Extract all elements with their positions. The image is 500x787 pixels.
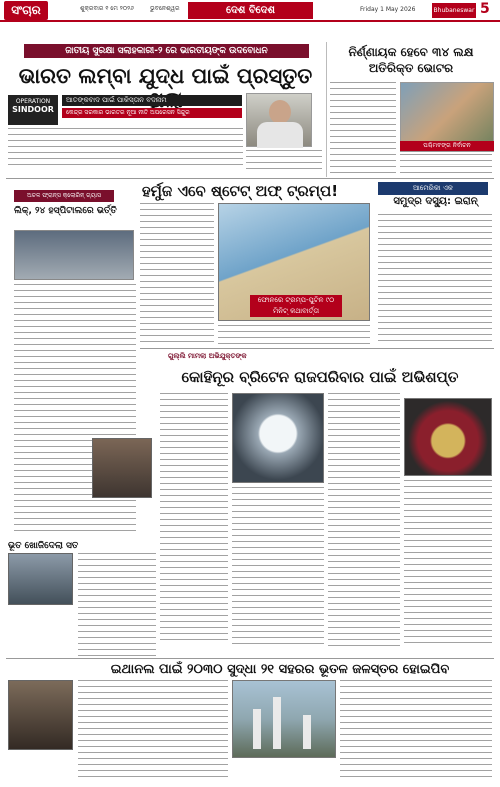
section-divider-3: [6, 658, 494, 659]
operation-label: OPERATION: [15, 98, 51, 105]
story3-body-text: [140, 203, 214, 343]
section-divider-2: [140, 348, 494, 349]
issue-date-english: Friday 1 May 2026: [360, 6, 416, 13]
column-divider: [326, 42, 327, 177]
operation-name: SINDOOR: [12, 105, 54, 114]
story2-body-text: [330, 82, 396, 174]
story8-photo: [8, 680, 73, 750]
story1-photo: [246, 93, 312, 147]
issue-date-odia: ଶୁକ୍ରବାର ୧ ମେ ୨୦୨୬: [80, 5, 134, 12]
story6-kicker: ଗୁଲ୍ଲି ମାମଲା ଅଭିଯୁକ୍ତଙ୍କ: [168, 352, 247, 360]
story8-body-text-2: [340, 680, 492, 780]
section-divider: [6, 178, 494, 179]
story5-body-text: [378, 214, 492, 346]
story1-body-text-2: [246, 150, 322, 172]
newspaper-logo: ସଂଚାର: [4, 1, 48, 20]
section-title: ଦେଶ ବିଦେଶ: [188, 2, 313, 19]
story1-kicker: ଜାତୀୟ ସୁରକ୍ଷା ସଲାହକାରୀ-୨ ରେ ଭାରତୀୟଙ୍କ ଉଦବୋଧନ: [24, 44, 309, 58]
story7-headline: ଭୂତ ଖୋଜିଦେଲା ସତ: [8, 541, 79, 551]
story2-band: ପଶ୍ଚିମବଙ୍ଗ ନିର୍ବାଚନ: [400, 141, 494, 151]
story6-body-text-4: [404, 480, 492, 647]
story1-subhead-a: ଆତଙ୍କବାଦ ପାଇଁ ପାକିସ୍ତାନ ବଦନାମ: [62, 95, 242, 106]
photo-face: [269, 100, 291, 124]
story6-body-text: [160, 393, 228, 643]
story6-body-text-3: [328, 393, 400, 647]
story4-kicker: ଅଚଳ ଫ୍ରାନ୍ସ କ୍ଲୋରିନ୍ ଗ୍ୟାସ: [14, 190, 114, 202]
story2-body-text-2: [400, 154, 492, 174]
story8-body-text: [78, 680, 228, 780]
page-number: 5: [480, 1, 490, 17]
story1-subhead-b: କେନ୍ଦ୍ର ସରକାର ଭାରତର ନୂଆ ନୀତି ଅପରେସନ ସିନ୍ଦୁର: [62, 108, 242, 118]
story4-headline: ଲିକ୍, ୨୪ ହସ୍ପିଟାଲରେ ଭର୍ତ୍ତି: [14, 206, 117, 216]
story3-headline: ହର୍ମୁଜ ଏବେ ଷ୍ଟେଟ୍ ଅଫ୍ ଟ୍ରମ୍ପ!: [141, 182, 339, 200]
chimney: [253, 709, 261, 749]
story3-map-band: ଫୋନରେ ଟ୍ରମ୍ପ-ପୁଟିନ ୯୦ ମିନିଟ୍ କଥାବାର୍ତ୍ତା: [250, 295, 342, 317]
chimney: [303, 715, 311, 749]
story4-photo: [14, 230, 134, 280]
kohinoor-photo: [232, 393, 324, 483]
operation-sindoor-logo: [8, 95, 58, 125]
story3-body-text-2: [218, 325, 370, 345]
story4-inset-photo: [92, 438, 152, 498]
story7-photo: [8, 553, 73, 605]
edition-city: Bhubaneswar: [432, 3, 476, 18]
masthead: [0, 0, 500, 22]
story8-headline: ଇଥାନଲ ପାଇଁ ୨୦୩୦ ସୁଦ୍ଧା ୨୧ ସହରର ଭୂତଳ ଜଳସ୍ତର ହୋଇପିବ: [110, 662, 450, 677]
story6-headline: କୋହିନୂର ବ୍ରିଟେନ ରାଜପରିବାର ପାଇଁ ଅଭିଶପ୍ତ: [181, 368, 459, 386]
story2-headline: ନିର୍ଣ୍ଣାୟକ ହେବେ ୩୪ ଲକ୍ଷ ଅତିରିକ୍ତ ଭୋଟର: [348, 45, 474, 75]
story1-headline: ଭାରତ ଲମ୍ବା ଯୁଦ୍ଧ ପାଇଁ ପ୍ରସ୍ତୁତ: [18, 64, 313, 88]
photo-body: [257, 122, 303, 148]
story7-body-text: [78, 553, 156, 657]
crown-photo: [404, 398, 492, 476]
story6-body-text-2: [232, 487, 324, 647]
story5-kicker: ଆମେରିକା ଏକ: [378, 182, 488, 195]
chimney: [273, 697, 281, 749]
story1-body-text: [8, 128, 243, 170]
issue-day: ଭୁବନେଶ୍ୱର: [150, 5, 180, 12]
story5-headline: ସମୁଦ୍ର ଦସ୍ୟୁ: ଇରାନ୍: [393, 196, 478, 207]
story8-factory-photo: [232, 680, 336, 758]
